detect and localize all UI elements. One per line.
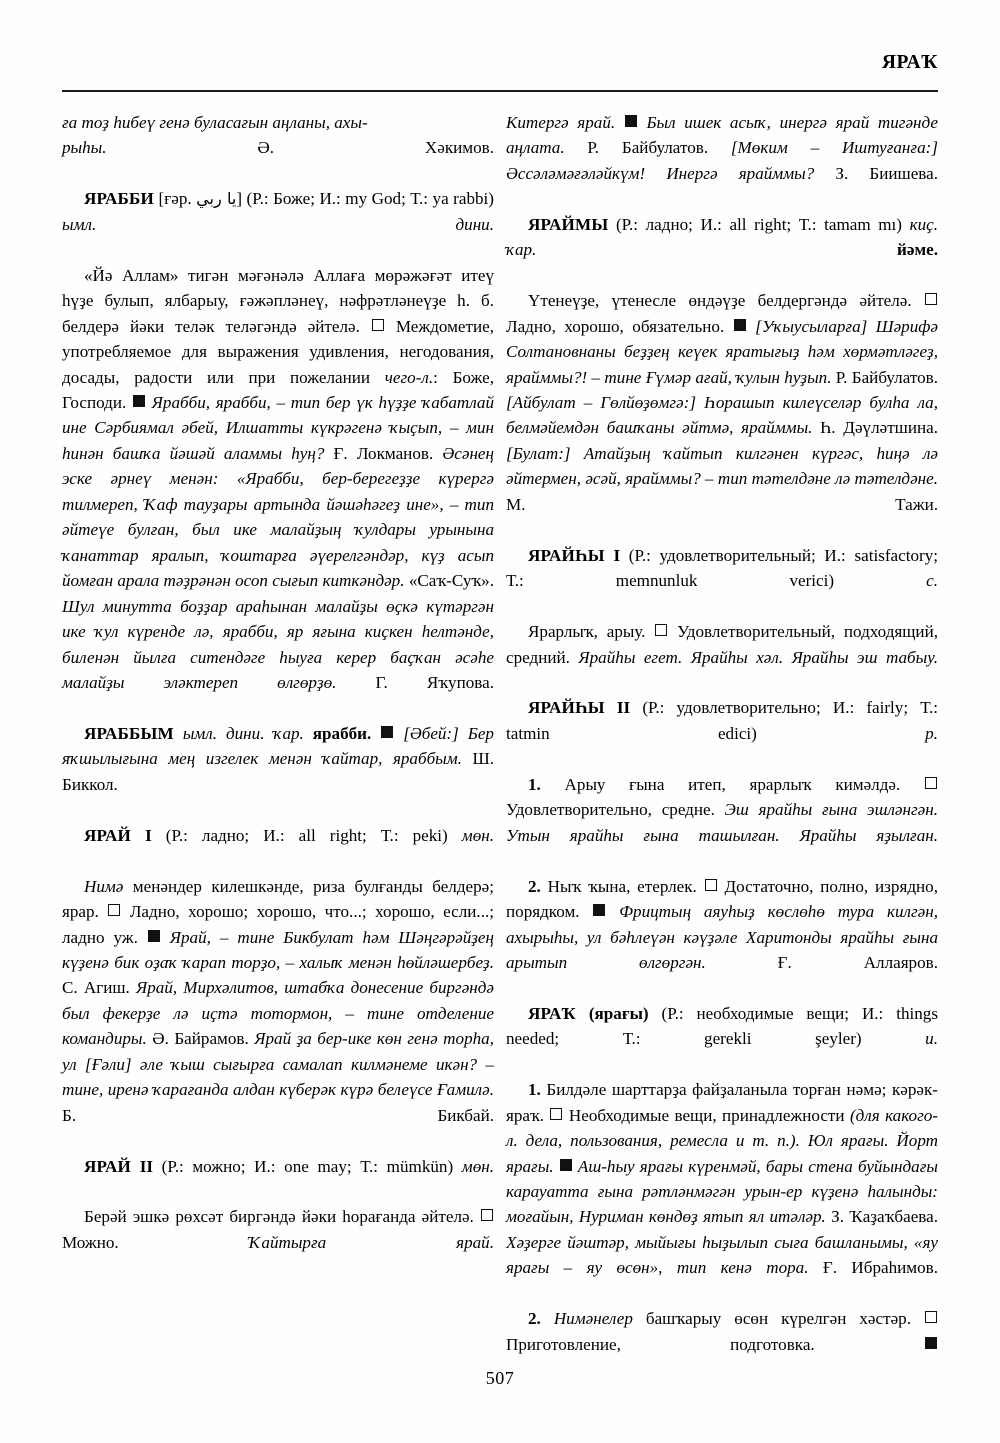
- citation-1: Аш-һыу ярағы күренмәй, бары стена буйындағы карауатта ғына рәтләнмәгән урын-ер күҙенә һалынды: моғайын, Нуриман көндөҙ ятып ял итәләр.: [506, 1156, 938, 1227]
- grammar-label: ымл. дини. ҡар.: [173, 723, 313, 743]
- headword: ЯРАББИ: [84, 189, 155, 209]
- definition-russian: Ладно, хорошо; хорошо, что...; хорошо, если...; ладно уж.: [62, 902, 494, 947]
- entry-yaraq: [506, 1001, 938, 1077]
- citation-source-2: Ә. Байрамов.: [146, 1029, 249, 1049]
- grammar-label: мөн.: [447, 825, 494, 845]
- filled-box-marker: [734, 319, 746, 331]
- definition-lead-italic: Нимә: [84, 876, 124, 896]
- gloss-parenthetical: (Р.: можно; И.: one may; Т.: mümkün): [161, 1156, 454, 1176]
- definition-russian: Необходимые вещи, принадлежности: [568, 1105, 850, 1125]
- gloss-parenthetical: (Р.: ладно; И.: all right; Т.: peki): [165, 825, 448, 845]
- entry-yarayhy-1: [506, 543, 938, 619]
- open-box-marker: [925, 293, 937, 305]
- grammar-label: р.: [756, 723, 938, 743]
- citation-1: [Уҡыусыларға] Шәрифә Солтановнаны беҙҙең кеүек яратығыҙ һәм хөрмәтләгеҙ, ярайммы?! – тине Ғүмәр ағай, ҡулын һуҙып.: [506, 316, 938, 387]
- definition-bashkir: менәндер килешкәнде, риза булғанды белдерә; ярар.: [62, 876, 494, 922]
- running-head: [62, 52, 938, 86]
- definition-bashkir: башҡарыу өсөн күрелгән хәстәр.: [632, 1309, 911, 1329]
- definition-russian-italic: чего-л.: [384, 367, 434, 387]
- continuation-citation: ға тоҙ һибеү генә буласағын аңланы, ахы: [62, 113, 362, 132]
- citation-1: [Әбей:] Бер яҡшылығына мең изгелек менән ҡайтар, яраббым.: [62, 723, 494, 769]
- grammar-label: мөн.: [453, 1156, 494, 1176]
- continuation-citation-a: Китергә ярай.: [506, 113, 616, 132]
- sense-number: 1.: [528, 1080, 541, 1100]
- open-box-marker: [372, 319, 384, 331]
- definition-russian: Можно.: [62, 1232, 119, 1252]
- column-right: [506, 110, 939, 1354]
- citation-1: Ҡайтырға ярай.: [248, 1232, 494, 1252]
- column-left: [62, 110, 494, 1325]
- open-box-marker: [925, 777, 937, 789]
- grammar-label: киҫ. ҡар.: [506, 214, 939, 260]
- open-box-marker: [550, 1108, 562, 1120]
- definition-russian-end: : Боже, Господи.: [62, 367, 495, 412]
- definition-russian: Достаточно, полно, изрядно, порядком.: [506, 876, 938, 922]
- definition-russian: Удовлетворительно, средне.: [506, 800, 715, 820]
- sense-number: 2.: [528, 1309, 541, 1329]
- citation-2: [Айбулат – Гөлйөҙөмгә:] Һорашып килеүселәр булһа ла, белмәйемдән башҡаны әйтмә, ярайммы.: [506, 392, 938, 438]
- entry-yaray-2-definition: [62, 1204, 494, 1280]
- cross-reference: йәме.: [897, 240, 938, 260]
- grammar-label: ымл. дини.: [62, 214, 494, 234]
- headword: ЯРАЙ: [84, 825, 132, 845]
- entry-yarabbym: [62, 721, 494, 823]
- filled-box-marker: [560, 1159, 572, 1171]
- definition-russian: Междометие, употребляемое для выражения удивления, негодования, досады, радости или при пожелании: [62, 316, 495, 387]
- headword: ЯРАҠ: [528, 1003, 576, 1023]
- two-column-body: [62, 110, 939, 1354]
- open-box-marker: [108, 904, 120, 916]
- definition-bashkir: Үтенеүҙе, үтенесле өндәүҙе белдергәндә әйтелә.: [528, 291, 912, 311]
- continuation-hyphen: -: [361, 113, 368, 132]
- headword-variant: (ярағы): [588, 1003, 649, 1023]
- citation-3: Шул минутта боҙҙар араһынан малайҙы өҫкә күтәргән ике ҡул күренде лә, ярабби, яр яғына киҫкен һелтәнде, биленән йылға ситендәге һыуға керep баҫҡан әсәһе малайҙы эләктереп өлгөрҙө.: [62, 596, 494, 692]
- definition-russian: Приготовление, подготовка.: [506, 1334, 815, 1354]
- entry-yarayhy-2-sense-1: [506, 772, 938, 874]
- examples: Эш ярайһы ғына эшләнгән. Утын ярайһы ғына ташылған. Ярайһы яҙылған.: [506, 800, 939, 845]
- entry-yaraymy-definition: [506, 288, 938, 543]
- citation-source-1: Р. Байбулатов.: [831, 367, 938, 387]
- filled-box-marker: [625, 115, 637, 127]
- etymology-bracket-close: ]: [236, 189, 243, 209]
- entry-yaray-1-definition: [62, 874, 494, 1154]
- headword: ЯРАББЫМ: [84, 723, 174, 743]
- definition-bashkir: «Йә Аллам» тигән мәғәнәлә Аллаға мөрәжәғәт итеү һүҙе булып, ялбарыу, ғәжәпләнеү, нәфрәтләнеүҙе һ. б. белдерә йәки теләк теләгәндә әйтелә.: [62, 265, 494, 336]
- continuation-citation-c: [Мөким – Иштуғанға:] Әссәләмәғәләйкүм! Инергә ярайммы?: [506, 138, 938, 183]
- citation-source-2: Ғ. Ибраһимов.: [808, 1258, 938, 1278]
- running-head-title: ЯРАҠ: [881, 52, 938, 73]
- citation-2: Ярай, Мирхәлитов, штабҡа донесение биргәндә был фекерҙе лә иҫтә тотормон, – тине отделение командиры.: [62, 978, 495, 1049]
- arabic-script: يا ربي: [196, 189, 237, 209]
- filled-box-marker: [593, 904, 605, 916]
- entry-yarayhy-1-definition: [506, 619, 938, 695]
- definition-bashkir: Билдәле шарттарҙа файҙаланыла торған нәмә; кәрәк-яраҡ.: [506, 1080, 938, 1125]
- gloss-parenthetical: (Р.: удовлетворительно; И.: fairly; Т.: tatmin edici): [506, 698, 938, 743]
- entry-yaray-1: [62, 823, 494, 874]
- definition-bashkir: Ныҡ ҡына, етерлек.: [547, 876, 697, 896]
- gloss-parenthetical: (Р.: удовлетворительный; И.: satisfactory; Т.: memnunluk verici): [506, 545, 939, 591]
- citation-source-1: С. Агиш.: [62, 978, 130, 998]
- entry-yaraymy: [506, 212, 938, 288]
- citation-source-3: М. Тажи.: [506, 494, 938, 514]
- definition-bashkir: Арыу ғына итеп, ярарлыҡ кимәлдә.: [564, 774, 901, 794]
- open-box-marker: [705, 879, 717, 891]
- entry-yarayhy-2-sense-2: [506, 874, 938, 1001]
- definition-russian: Удовлетворительный, подходящий, средний.: [506, 622, 939, 667]
- entry-yarayhy-2: [506, 695, 938, 771]
- open-box-marker: [655, 624, 667, 636]
- citation-source-1: Ш. Биккол.: [62, 749, 494, 794]
- filled-box-marker: [148, 930, 160, 942]
- citation-1: Ярай, – тине Бикбулат һәм Шәңгәрәйҙең күҙенә бик оҙаҡ ҡарап торҙо, – халыҡ менән һөйләшербеҙ.: [62, 927, 494, 972]
- gloss-parenthetical: (Р.: ладно; И.: all right; Т.: tamam mı): [615, 214, 902, 234]
- continuation-source: Ә. Хәкимов.: [257, 138, 494, 158]
- continuation-paragraph: [62, 110, 494, 186]
- definition-bashkir: Берәй эшкә рөхсәт биргәндә йәки һорағанда әйтелә.: [84, 1207, 474, 1227]
- citation-source-1: Ғ. Аллаяров.: [705, 952, 939, 972]
- roman-numeral: II: [616, 698, 631, 718]
- headword: ЯРАЙҺЫ: [528, 545, 605, 565]
- entry-yaray-2: [62, 1154, 494, 1205]
- entry-yaraq-sense-1: [506, 1077, 938, 1306]
- open-box-marker: [925, 1311, 937, 1323]
- page-number: 507: [485, 1368, 515, 1388]
- continuation-source-c: З. Биишева.: [814, 163, 938, 183]
- citation-source-3: Г. Яҡупова.: [336, 672, 494, 692]
- open-box-marker: [481, 1209, 493, 1221]
- definition-russian: Ладно, хорошо, обязательно.: [506, 316, 725, 336]
- definition-lead-italic: Нимәнелер: [553, 1309, 633, 1329]
- continuation-citation-b: Был ишек асыҡ, инергә ярай тигәнде аңлата.: [506, 113, 938, 158]
- examples: Юл ярағы. Йорт ярағы.: [506, 1131, 938, 1176]
- gloss-parenthetical: (Р.: Боже; И.: my God; Т.: ya rabbi): [246, 189, 494, 209]
- sense-number: 1.: [528, 774, 541, 794]
- sense-number: 2.: [528, 876, 541, 896]
- roman-numeral: I: [613, 545, 621, 565]
- continuation-source-b: Р. Байбулатов.: [564, 138, 709, 158]
- filled-box-marker: [381, 726, 393, 738]
- headword: ЯРАЙМЫ: [528, 214, 609, 234]
- header-rule: [62, 90, 938, 92]
- continuation-citation-cont: рыһы.: [62, 138, 107, 158]
- definition-russian-italic: (для какого-л. дела, пользования, ремесла и т. п.).: [506, 1105, 939, 1151]
- definition-bashkir: Ярарлыҡ, арыу.: [528, 622, 646, 642]
- roman-numeral: II: [139, 1156, 153, 1176]
- examples: Ярайһы егет. Ярайһы хәл. Ярайһы эш табыу.: [578, 647, 938, 667]
- gloss-parenthetical: (Р.: необходимые вещи; И.: things needed; Т.: gerekli şeyler): [506, 1003, 938, 1049]
- cross-reference: ярабби.: [312, 723, 372, 743]
- citation-2: Хәҙерге йәштәр, мыйығы һыҙылып сыға башланымы, «яу ярағы – яу өсөн», тип кенә тора.: [506, 1232, 938, 1278]
- citation-1: Фрицтың аяуһыҙ көслөһө тура килгән, ахырыһы, ул бәһлеүән кәүҙәле Харитонды ярайһы ғына арытып өлгөргән.: [506, 902, 938, 972]
- filled-box-marker: [925, 1337, 937, 1349]
- roman-numeral: I: [145, 825, 152, 845]
- grammar-label: и.: [861, 1029, 938, 1049]
- continuation-paragraph: [506, 110, 938, 212]
- entry-yarabbi-definition: [62, 263, 494, 721]
- citation-source-1: З. Ҡаҙаҡбаева.: [825, 1207, 938, 1227]
- filled-box-marker: [133, 395, 145, 407]
- citation-3: [Булат:] Атайҙың ҡайтып килгәнен күргәс, һиңә лә әйтермен, әсәй, ярайммы? – тип тәтелдәне лә тәтелдәне.: [506, 443, 938, 489]
- headword: ЯРАЙҺЫ: [528, 698, 605, 718]
- headword: ЯРАЙ: [84, 1156, 132, 1176]
- citation-1: Ярабби, ярабби, – тип бер үк һүҙҙе ҡабатлай ине Сәрбиямал әбей, Илшатты күкрәгенә ҡыҫып, – мин һинән башҡа йәшәй аламмы һуң?: [62, 392, 494, 463]
- citation-source-2: Һ. Дәүләтшина.: [812, 418, 938, 438]
- citation-source-1: Ғ. Локманов.: [324, 443, 434, 463]
- grammar-label: с.: [834, 571, 938, 591]
- citation-source-3: Б. Бикбай.: [62, 1105, 494, 1125]
- entry-yarabbi: [62, 186, 494, 262]
- citation-source-2: «Саҡ-Суҡ».: [404, 571, 494, 591]
- etymology-bracket-open: [ғәр.: [158, 189, 197, 209]
- citation-2: Әсәнең эске әрнеү менән: «Ярабби, бер-берегеҙҙе күрергә тилмереп, Ҡаф тауҙары артында йәшәһәгеҙ ине», – тип әйтеүе булған, был ике малайҙың ҡулдары урынына ҡанаттар яралып, ҡоштарға әүерелгәндәр, күҙ асып йомған арала тәҙрәнән осоп сығып киткәндәр.: [62, 443, 494, 591]
- citation-3: Ярай ҙа бер-ике көн генә торһа, ул [Ғәли] әле ҡыш сығырға самалап килмәнеме икән? – тине, иренә ҡарағанда алдан күберәк күрә белеүсе Ғамилә.: [62, 1029, 494, 1100]
